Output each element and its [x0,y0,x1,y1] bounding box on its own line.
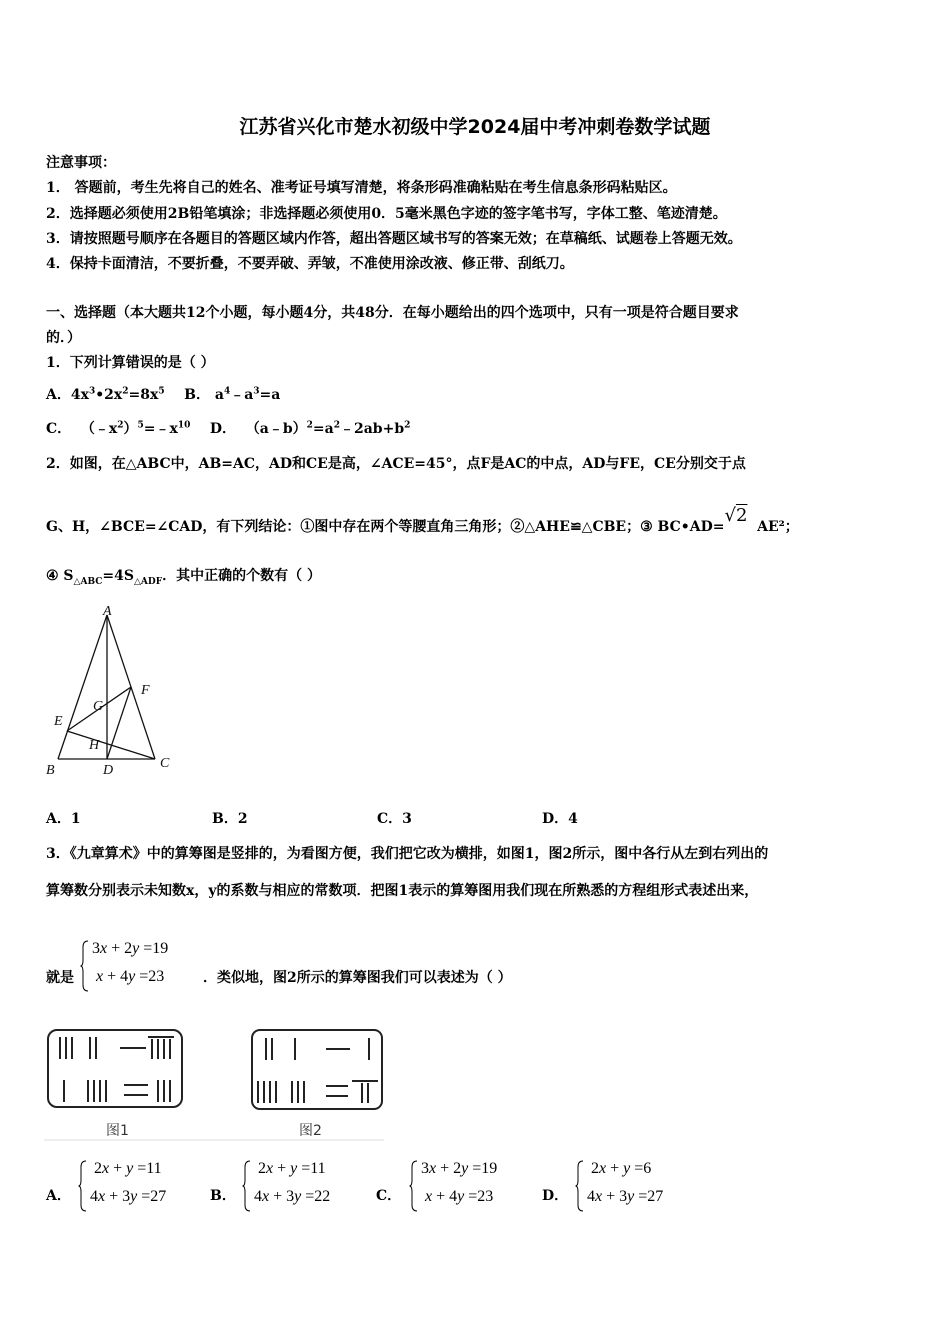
q2-option-b: B．2 [212,811,248,827]
label-b: B [46,763,55,778]
section-heading-line1: 一、选择题（本大题共12个小题，每小题4分，共48分．在每小题给出的四个选项中，只有一项是符合题目要求 [46,305,739,321]
q1-option-b-expr: $a^4﹣a^3=a$ [209,386,281,403]
brace-icon [575,1160,584,1212]
example-eq-2: x + 4y =23 [96,968,165,985]
counting-rod-figures [44,1025,386,1145]
q1-options-ab [46,384,280,404]
q3-line3-end: ．类似地，图2所示的算筹图我们可以表述为（ ） [203,970,512,986]
q3-line3-start: 就是 [46,970,74,986]
label-d: D [103,763,114,778]
q3-c-eq-1: 3x + 2y =19 [421,1160,498,1177]
q3-d-eq-2: 4x + 3y =27 [587,1188,664,1205]
q3-a-eq-2: 4x + 3y =27 [90,1188,167,1205]
fig1-caption: 图1 [106,1123,129,1139]
label-h: H [89,738,100,753]
notice-item-2: 2．选择题必须使用2B铅笔填涂；非选择题必须使用0．5毫米黑色字迹的签字笔书写，字体工整、笔迹清楚。 [46,206,727,222]
q2-stem-line3 [46,565,321,587]
q2-line3-start: ④ S [46,568,74,584]
q2-line2-text: G、H，∠BCE=∠CAD，有下列结论：①图中存在两个等腰直角三角形；②△AHE≌△CBE；③ BC•AD= [46,519,725,535]
q1-option-c-expr: $(﹣x^2)^5=﹣x^{10}$ [71,420,191,437]
q3-b-eq-1: 2x + y =11 [254,1160,326,1177]
q1-stem: 1．下列计算错误的是（ ） [46,355,215,371]
q1-option-a-label: A． [46,387,71,403]
q3-stem-line1: 3．《九章算术》中的算筹图是竖排的，为看图方便，我们把它改为横排，如图1，图2所示，图中各行从左到右列出的 [46,846,769,862]
q2-option-d: D．4 [542,811,578,827]
label-c: C [160,756,170,771]
q2-sub-abc: △ABC [73,576,103,587]
q2-sub-adf: △ADF [133,576,163,587]
label-g: G [93,699,104,714]
sqrt-radicand: 2 [735,505,748,526]
q3-option-a-label: A． [46,1188,71,1204]
brace-icon [409,1160,418,1212]
q3-option-c-system [409,1160,529,1212]
q2-option-a: A．1 [46,811,81,827]
q3-option-a-system [78,1160,198,1212]
q2-line2-tail: AE²； [757,519,799,535]
q1-option-d-expr: $(a﹣b)^2=a^2﹣2ab+b^2$ [236,420,411,437]
notice-item-3: 3．请按照题号顺序在各题目的答题区域内作答，超出答题区域书写的答案无效；在草稿纸、试题卷上答题无效。 [46,231,742,247]
fig1-frame [48,1030,182,1107]
fig1-rods [60,1037,174,1102]
q3-b-eq-2: 4x + 3y =22 [254,1188,331,1205]
q3-option-b-label: B． [210,1188,236,1204]
q3-a-eq-1: 2x + y =11 [90,1160,162,1177]
fig2-caption: 图2 [299,1123,322,1139]
notice-item-1: 1． 答题前，考生先将自己的姓名、准考证号填写清楚，将条形码准确粘贴在考生信息条形码粘贴区。 [46,180,677,196]
q2-stem-line1: 2．如图，在△ABC中，AB=AC，AD和CE是高，∠ACE=45°，点F是AC的中点，AD与FE，CE分别交于点 [46,456,746,472]
q3-stem-line2: 算筹数分别表示未知数x，y的系数与相应的常数项．把图1表示的算筹图用我们现在所熟悉的方程组形式表述出来， [46,883,759,899]
notice-heading: 注意事项： [46,155,116,171]
label-f: F [141,683,150,698]
q1-option-a-expr: $4x^3•2x^2=8x^5$ [70,386,165,403]
side-ab [58,615,107,759]
label-e: E [54,714,63,729]
q1-options-cd [46,418,410,438]
example-equation-system [80,940,200,992]
q3-option-c-label: C． [376,1188,402,1204]
q1-option-c-label: C． [46,421,72,437]
q1-option-d-label: D． [209,421,237,437]
example-eq-1: 3x + 2y =19 [92,940,169,957]
q2-line3-end: ．其中正确的个数有（ ） [162,568,321,584]
brace-icon [242,1160,251,1212]
q3-d-eq-1: 2x + y =6 [587,1160,652,1177]
q2-line3-mid: =4S [102,568,134,584]
fig2-rods [258,1038,378,1103]
q2-stem-line2 [46,505,799,536]
q1-option-b-label: B． [184,387,210,403]
q3-c-eq-2: x + 4y =23 [425,1188,494,1205]
label-a: A [103,604,112,619]
triangle-figure [40,603,180,783]
brace-icon [80,940,89,992]
brace-icon [78,1160,87,1212]
notice-item-4: 4．保持卡面清洁，不要折叠，不要弄破、弄皱，不准使用涂改液、修正带、刮纸刀。 [46,256,574,272]
section-heading-line2: 的．） [46,330,81,346]
sqrt-symbol: √2 [724,505,748,526]
q3-option-d-label: D． [542,1188,569,1204]
q3-option-b-system [242,1160,362,1212]
q3-option-d-system [575,1160,695,1212]
document-title: 江苏省兴化市楚水初级中学2024届中考冲刺卷数学试题 [239,116,711,138]
q2-option-c: C．3 [377,811,412,827]
